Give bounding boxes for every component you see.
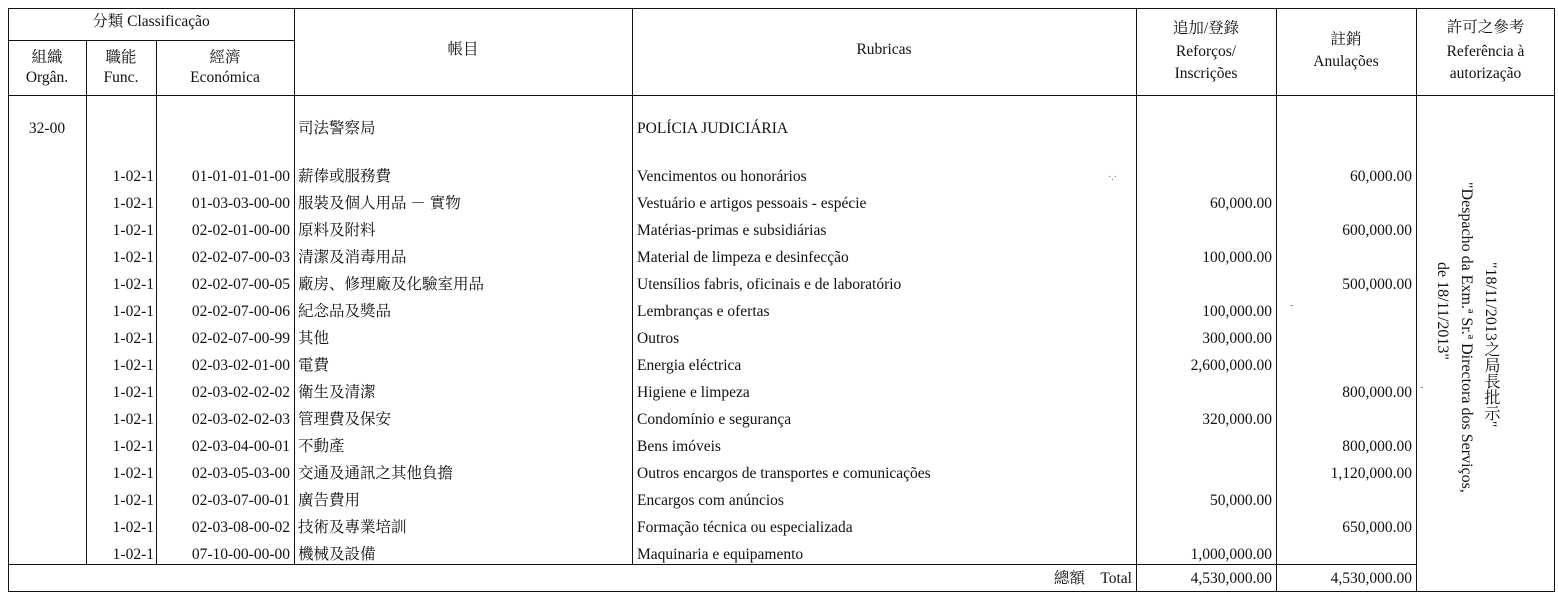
- organ-name-pt: POLÍCIA JUDICIÁRIA: [637, 120, 789, 137]
- row-rubrica-zh: 機械及設備: [298, 546, 376, 563]
- row-rubrica-pt: Utensílios fabris, oficinais e de laboratório: [637, 276, 902, 293]
- scan-speck: -: [1290, 300, 1294, 311]
- row-anulacao: 60,000.00: [1350, 168, 1412, 185]
- row-rubrica-pt: Vestuário e artigos pessoais - espécie: [637, 195, 867, 212]
- row-anulacao: 1,120,000.00: [1330, 465, 1412, 482]
- row-reforco: 1,000,000.00: [1190, 546, 1272, 563]
- row-functional-code: 1-02-1: [112, 546, 154, 563]
- row-rubrica-zh: 衛生及清潔: [298, 384, 376, 401]
- row-economic-code: 02-02-07-00-05: [191, 276, 290, 293]
- header-referencia-zh: 許可之參考: [1446, 19, 1525, 36]
- row-rubrica-zh: 廣告費用: [298, 492, 361, 509]
- row-functional-code: 1-02-1: [112, 492, 154, 509]
- row-rubrica-pt: Outros encargos de transportes e comunicações: [637, 465, 931, 482]
- row-economic-code: 02-03-07-00-01: [191, 492, 290, 509]
- row-functional-code: 1-02-1: [112, 195, 154, 212]
- row-anulacao: 600,000.00: [1342, 222, 1412, 239]
- row-rubrica-zh: 清潔及消毒用品: [298, 249, 407, 266]
- row-economic-code: 02-03-05-03-00: [191, 465, 290, 482]
- row-economic-code: 02-03-02-02-02: [191, 384, 290, 401]
- row-economic-code: 01-03-03-00-00: [191, 195, 290, 212]
- total-label: 總額 Total: [1053, 570, 1132, 587]
- row-rubrica-pt: Bens imóveis: [637, 438, 721, 455]
- row-functional-code: 1-02-1: [112, 438, 154, 455]
- row-functional-code: 1-02-1: [112, 222, 154, 239]
- row-functional-code: 1-02-1: [112, 411, 154, 428]
- row-reforco: 2,600,000.00: [1190, 357, 1272, 374]
- header-organica-zh: 組織: [31, 49, 63, 66]
- total-anulacoes: 4,530,000.00: [1330, 570, 1412, 587]
- row-rubrica-zh: 不動產: [298, 438, 345, 455]
- rule-classificacao-bottom: [8, 40, 294, 41]
- header-anulacoes-zh: 註銷: [1330, 31, 1362, 48]
- row-reforco: 100,000.00: [1202, 249, 1272, 266]
- row-economic-code: 02-02-07-00-03: [191, 249, 290, 266]
- row-functional-code: 1-02-1: [112, 465, 154, 482]
- row-rubrica-zh: 廠房、修理廠及化驗室用品: [298, 276, 485, 293]
- row-rubrica-pt: Vencimentos ou honorários: [637, 168, 807, 185]
- row-functional-code: 1-02-1: [112, 249, 154, 266]
- header-economica-zh: 經濟: [209, 49, 241, 66]
- row-economic-code: 02-03-02-02-03: [191, 411, 290, 428]
- row-economic-code: 02-03-08-00-02: [191, 519, 290, 536]
- row-rubrica-pt: Energia eléctrica: [637, 357, 742, 374]
- row-functional-code: 1-02-1: [112, 330, 154, 347]
- row-rubrica-zh: 薪俸或服務費: [298, 168, 392, 185]
- header-funcional-pt: Func.: [103, 69, 139, 86]
- row-rubrica-zh: 服裝及個人用品 － 實物: [298, 195, 461, 212]
- header-economica-pt: Económica: [190, 69, 260, 86]
- header-referencia-pt2: autorização: [1449, 65, 1522, 82]
- header-classificacao: 分類 Classificação: [92, 13, 210, 30]
- rule-econ-rubrica: [294, 8, 295, 564]
- row-reforco: 50,000.00: [1210, 492, 1272, 509]
- row-economic-code: 02-03-04-00-01: [191, 438, 290, 455]
- header-referencia-pt1: Referência à: [1446, 43, 1525, 60]
- rule-zh-pt: [632, 8, 633, 564]
- rule-organ-func: [86, 40, 87, 564]
- row-functional-code: 1-02-1: [112, 519, 154, 536]
- row-anulacao: 500,000.00: [1342, 276, 1412, 293]
- row-economic-code: 02-02-01-00-00: [191, 222, 290, 239]
- row-rubrica-zh: 原料及附料: [298, 222, 376, 239]
- row-rubrica-pt: Condomínio e segurança: [637, 411, 792, 428]
- header-reforcos-pt2: Inscrições: [1174, 65, 1238, 82]
- organ-code: 32-00: [28, 120, 66, 137]
- row-rubrica-pt: Outros: [637, 330, 680, 347]
- rule-body-bottom: [8, 564, 1416, 565]
- header-rubricas-pt: Rubricas: [856, 41, 912, 58]
- row-rubrica-pt: Formação técnica ou especializada: [637, 519, 853, 536]
- row-functional-code: 1-02-1: [112, 276, 154, 293]
- row-economic-code: 02-03-02-01-00: [191, 357, 290, 374]
- organ-name-zh: 司法警察局: [298, 120, 376, 137]
- authorization-line1: "18/11/2013之局長批示": [1482, 262, 1499, 428]
- row-reforco: 300,000.00: [1202, 330, 1272, 347]
- row-reforco: 320,000.00: [1202, 411, 1272, 428]
- row-rubrica-zh: 技術及專業培訓: [298, 519, 407, 536]
- row-economic-code: 02-02-07-00-99: [191, 330, 290, 347]
- row-rubrica-zh: 管理費及保安: [298, 411, 392, 428]
- row-functional-code: 1-02-1: [112, 357, 154, 374]
- header-organica-pt: Orgân.: [25, 69, 69, 86]
- authorization-line3: de 18/11/2013": [1434, 262, 1451, 360]
- row-economic-code: 01-01-01-01-00: [191, 168, 290, 185]
- row-reforco: 60,000.00: [1210, 195, 1272, 212]
- row-functional-code: 1-02-1: [112, 384, 154, 401]
- row-economic-code: 07-10-00-00-00: [191, 546, 290, 563]
- row-reforco: 100,000.00: [1202, 303, 1272, 320]
- row-rubrica-zh: 電費: [298, 357, 330, 374]
- header-funcional-zh: 職能: [105, 49, 137, 66]
- row-anulacao: 650,000.00: [1342, 519, 1412, 536]
- rule-header-bottom: [8, 95, 1555, 96]
- row-rubrica-pt: Matérias-primas e subsidiárias: [637, 222, 827, 239]
- row-rubrica-zh: 紀念品及獎品: [298, 303, 392, 320]
- row-functional-code: 1-02-1: [112, 168, 154, 185]
- row-rubrica-pt: Encargos com anúncios: [637, 492, 784, 509]
- header-reforcos-pt1: Reforços/: [1175, 43, 1237, 60]
- header-anulacoes-pt: Anulações: [1313, 53, 1379, 70]
- scan-speck: ·.·: [1108, 172, 1118, 183]
- row-rubrica-zh: 交通及通訊之其他負擔: [298, 465, 454, 482]
- row-rubrica-pt: Maquinaria e equipamento: [637, 546, 804, 563]
- row-functional-code: 1-02-1: [112, 303, 154, 320]
- header-reforcos-zh: 追加/登錄: [1172, 20, 1240, 37]
- row-rubrica-pt: Lembranças e ofertas: [637, 303, 770, 320]
- row-rubrica-zh: 其他: [298, 330, 330, 347]
- authorization-line2: "Despacho da Exm.ª Sr.ª Directora dos Serviços,: [1458, 182, 1475, 493]
- scan-speck: -: [1420, 382, 1424, 393]
- row-rubrica-pt: Material de limpeza e desinfecção: [637, 249, 849, 266]
- total-reforcos: 4,530,000.00: [1190, 570, 1272, 587]
- row-rubrica-pt: Higiene e limpeza: [637, 384, 750, 401]
- row-anulacao: 800,000.00: [1342, 438, 1412, 455]
- row-anulacao: 800,000.00: [1342, 384, 1412, 401]
- header-rubrica-zh: 帳目: [447, 41, 479, 58]
- row-economic-code: 02-02-07-00-06: [191, 303, 290, 320]
- rule-func-econ: [156, 40, 157, 564]
